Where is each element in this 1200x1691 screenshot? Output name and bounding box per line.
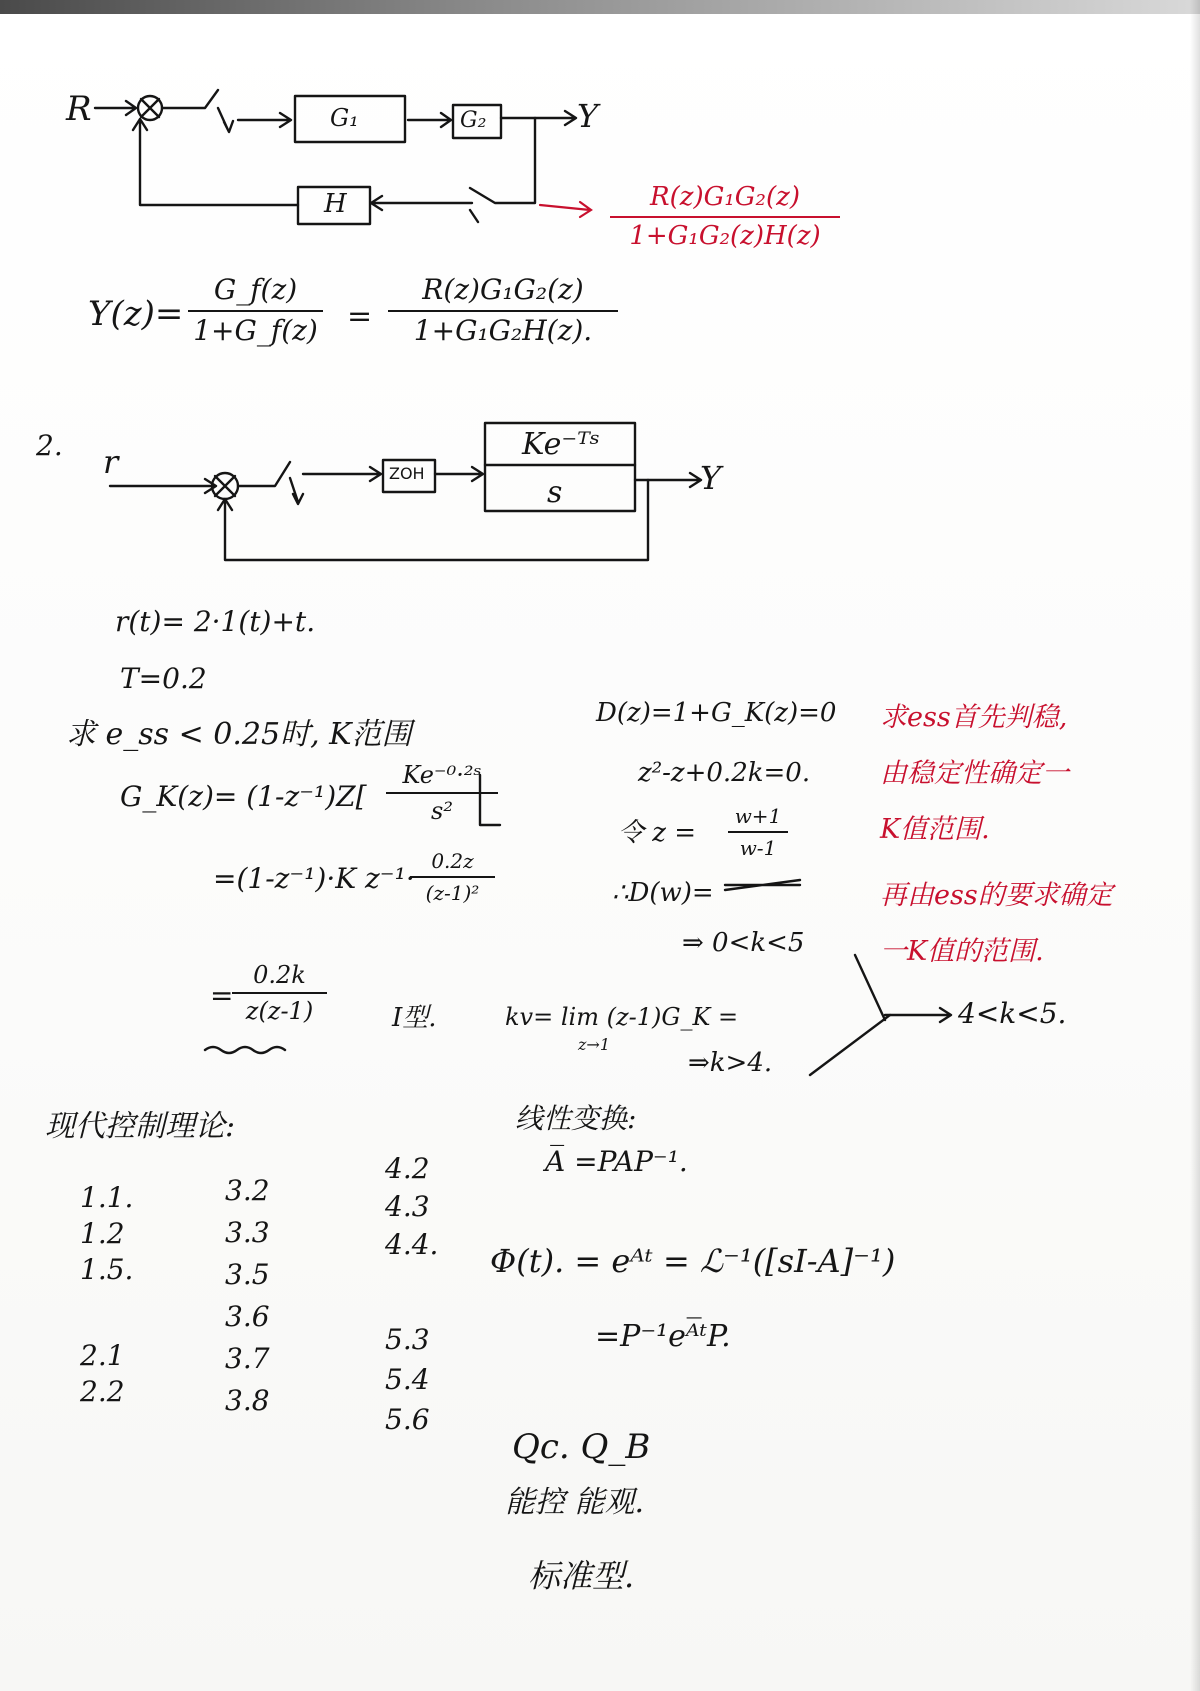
section-item: 3.8 <box>225 1384 270 1417</box>
section-item: 5.6 <box>385 1403 430 1436</box>
section-item: 2.1 <box>80 1339 125 1372</box>
red-arrow <box>540 202 591 217</box>
k-lower-bound: ⇒k>4. <box>688 1048 773 1078</box>
red-note-2: 由稳定性确定一 <box>880 758 1069 789</box>
bilinear-let: 令 z = <box>618 818 697 848</box>
eq1-f1-num: G_f(z) <box>213 273 298 306</box>
section-item: 3.6 <box>225 1300 270 1333</box>
section-list-col3 <box>385 1150 438 1264</box>
system-type: I型. <box>392 1003 437 1033</box>
section-list-col2 <box>225 1170 270 1422</box>
dw-expression: ∴D(w)= <box>612 878 714 908</box>
section-item: 1.2 <box>80 1217 125 1250</box>
gk-line3-fraction <box>232 962 327 1025</box>
red-note-3: K值范围. <box>880 814 990 845</box>
gk-line3-num: 0.2k <box>253 961 306 989</box>
linear-transform-eq: A̅ =PAP⁻¹. <box>545 1145 688 1178</box>
section-item: 4.3 <box>385 1190 430 1223</box>
d2-plant-num: Ke⁻ᵀˢ <box>522 427 600 462</box>
d2-sampler <box>238 462 303 504</box>
stability-k-range: ⇒ 0<k<5 <box>682 928 805 958</box>
squiggle <box>205 1047 285 1053</box>
d1-input-label: R <box>66 89 92 129</box>
section-item <box>80 1288 133 1338</box>
controllable-observable: 能控 能观. <box>505 1485 645 1520</box>
eq1-f2-num: R(z)G₁G₂(z) <box>422 273 584 306</box>
gk-line1-den: s² <box>431 797 453 826</box>
red-note-1: 求ess首先判稳, <box>880 702 1068 733</box>
rt-definition: r(t)= 2·1(t)+t. <box>115 605 316 638</box>
section-item: 2.2 <box>80 1375 125 1408</box>
linear-transform-title: 线性变换: <box>515 1102 637 1135</box>
d1-input-arrow <box>95 101 136 115</box>
section-item: 3.2 <box>225 1174 270 1207</box>
d2-input-label: r <box>103 443 119 481</box>
d2-zoh-label: ZOH <box>389 464 425 483</box>
red-note-4: 再由ess的要求确定 <box>880 880 1113 911</box>
section-item: 4.4. <box>385 1228 439 1261</box>
kv-limit-sub: z→1 <box>578 1035 611 1054</box>
char-equation: z²-z+0.2k=0. <box>638 758 811 788</box>
gk-line2-num: 0.2z <box>431 849 474 873</box>
section-item: 3.7 <box>225 1342 270 1375</box>
section-item: 1.5. <box>80 1253 134 1286</box>
d1-block-h-label: H <box>324 189 347 219</box>
d2-input-line <box>110 479 216 493</box>
qc-qb: Qc. Q_B <box>512 1427 651 1467</box>
gk-line3-den: z(z-1) <box>245 997 314 1026</box>
scribble <box>725 880 800 890</box>
sampling-period: T=0.2 <box>120 662 207 695</box>
d1-output-label: Y <box>577 97 599 135</box>
eq1-fraction-1 <box>188 275 323 347</box>
d1-red-transfer-fraction <box>610 183 840 250</box>
red-frac-num: R(z)G₁G₂(z) <box>650 182 800 212</box>
eq1-equals: = <box>347 299 373 334</box>
red-note-5: 一K值的范围. <box>880 936 1044 967</box>
k-range-arrow-lower <box>810 1015 890 1075</box>
gk-line2: =(1-z⁻¹)·K z⁻¹· <box>213 862 415 895</box>
section-item: 4.2 <box>385 1152 430 1185</box>
gk-line2-den: (z-1)² <box>425 881 480 905</box>
section-item: 3.5 <box>225 1258 270 1291</box>
kv-expression: kv= lim (z-1)G_K = <box>505 1003 739 1031</box>
char-polynomial: D(z)=1+G_K(z)=0 <box>596 698 837 728</box>
d1-block-g1-label: G₁ <box>330 104 359 132</box>
canonical-form: 标准型. <box>528 1557 635 1595</box>
bilinear-fraction <box>728 805 788 859</box>
d2-plant-den: s <box>547 475 563 510</box>
bilinear-den: w-1 <box>739 836 777 860</box>
section-list-col4 <box>385 1320 430 1440</box>
gk-line2-fraction <box>410 850 495 904</box>
section-item: 5.3 <box>385 1323 430 1356</box>
eq1-f1-den: 1+G_f(z) <box>193 313 318 347</box>
gk-line3-eq: = <box>210 979 234 1012</box>
d2-output-label: Y <box>700 459 722 497</box>
problem-number: 2. <box>36 429 63 462</box>
eq1-fraction-2 <box>388 275 618 347</box>
final-k-range: 4<k<5. <box>958 997 1067 1030</box>
section-item: 5.4 <box>385 1363 430 1396</box>
gk-line1-lhs: G_K(z)= (1-z⁻¹)Z[ <box>120 780 367 813</box>
gk-line1-fraction <box>386 762 498 825</box>
section-item: 1.1. <box>80 1181 134 1214</box>
gk-line1-num: Ke⁻⁰·²ˢ <box>402 761 482 789</box>
bilinear-num: w+1 <box>734 804 782 828</box>
eq1-f2-den: 1+G₁G₂H(z). <box>413 313 593 347</box>
section-list-col1 <box>80 1180 133 1410</box>
red-notes <box>880 690 1113 980</box>
d1-sampler-in <box>162 90 233 132</box>
section-item: 3.3 <box>225 1216 270 1249</box>
d1-block-g2-label: G₂ <box>460 108 487 133</box>
modern-title: 现代控制理论: <box>45 1109 236 1144</box>
state-transition-eq2: =P⁻¹eᴬ̅ᵗP. <box>595 1319 731 1354</box>
question: 求 e_ss < 0.25时, K范围 <box>66 717 412 752</box>
state-transition-eq: Φ(t). = eᴬᵗ = ℒ⁻¹([sI-A]⁻¹) <box>490 1242 896 1280</box>
eq1-lhs: Y(z)= <box>88 294 184 334</box>
red-frac-den: 1+G₁G₂(z)H(z) <box>629 220 821 251</box>
